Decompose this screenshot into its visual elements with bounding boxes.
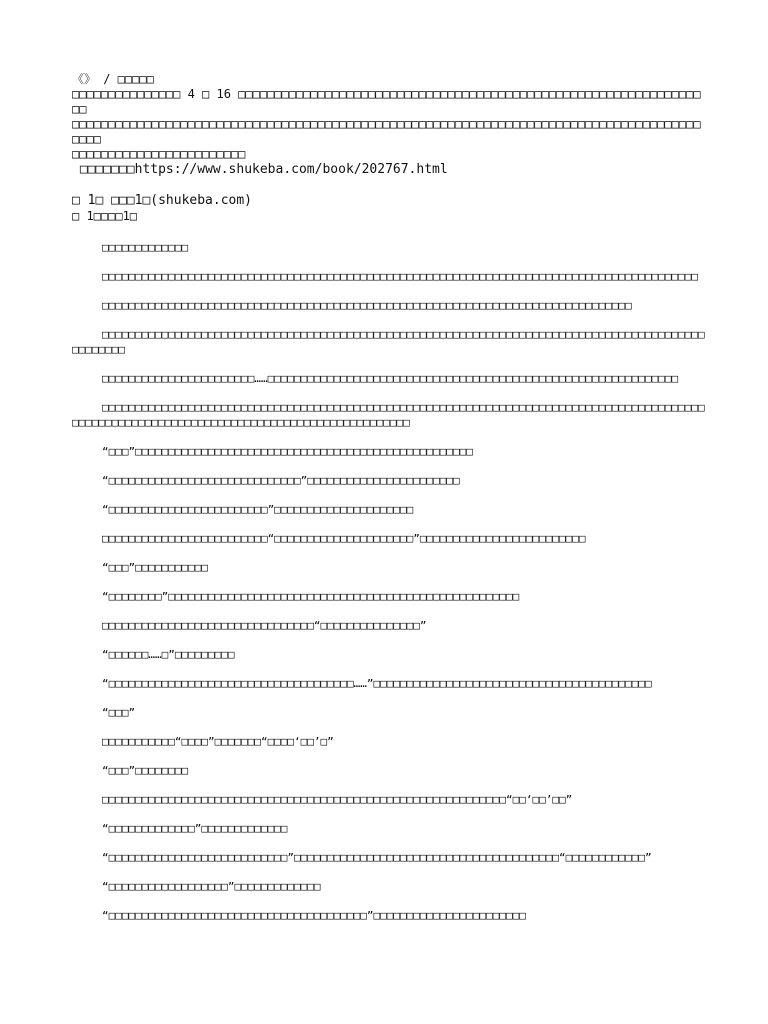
chapter-heading: □ 1□ □□□1□(shukeba.com) (72, 193, 253, 208)
paragraph: “□□□” (102, 706, 136, 719)
paragraph: □□□□□□□□□□□□□□□□□□□□□□□□□□□□□□□□□□□□□□□□□□□□□□□□□□□□□□□□□□□□□□□□□□□□□□□□□□□□□□□□□□□□□□□□□□□□□□□□□□□ (72, 328, 705, 356)
source-prefix: □□□□□□□ (72, 162, 135, 177)
paragraph: “□□□”□□□□□□□□ (102, 764, 189, 777)
paragraph: “□□□□□□□□□□□□□□□□□□□□□□□□□□□□□”□□□□□□□□□□□□□□□□□□□□□□□ (102, 474, 460, 487)
book-info-line: □□□□□□□□□□□□□□□□□□□□□□□□ (72, 147, 246, 161)
paragraph: □□□□□□□□□□□□□□□□□□□□□□□□□□□□□□□□□□□□□□□□□□□□□□□□□□□□□□□□□□□□□□□□□□□□□□□□□□□□□□□□ (102, 299, 632, 312)
chapter-body (72, 240, 706, 923)
source-link[interactable]: https://www.shukeba.com/book/202767.html (134, 162, 448, 177)
paragraph: □□□□□□□□□□□□□□□□□□□□□□□□□□□□□□□□□□□□□□□□□□□□□□□□□□□□□□□□□□□□□“□□‘□□’□□” (102, 793, 573, 806)
paragraph: “□□□□□□□□□□□□□”□□□□□□□□□□□□□ (102, 822, 288, 835)
paragraph: □□□□□□□□□□□□□□□□□□□□□□□□□□□□□□□□“□□□□□□□□□□□□□□□” (102, 619, 427, 632)
chapter-subheading: □ 1□□□□1□ (72, 209, 138, 223)
paragraph: “□□□□□□……□”□□□□□□□□□ (102, 648, 235, 661)
paragraph: □□□□□□□□□□□□□□□□□□□□□□□□□□□□□□□□□□□□□□□□□□□□□□□□□□□□□□□□□□□□□□□□□□□□□□□□□□□□□□□□□□□□□□□□□□ (102, 270, 699, 283)
paragraph: “□□□□□□□□□□□□□□□□□□□□□□□□”□□□□□□□□□□□□□□□□□□□□□ (102, 503, 414, 516)
paragraph: “□□□□□□□□□□□□□□□□□□□□□□□□□□□□□□□□□□□□□□□”□□□□□□□□□□□□□□□□□□□□□□□ (102, 909, 526, 922)
book-info-line: □□□□□□□□□□□□□□□□□□□□□□□□□□□□□□□□□□□□□□□□□□□□□□□□□□□□□□□□□□□□□□□□□□□□□□□□□□□□□□□□□□□□□□□□□□□ (72, 117, 701, 146)
paragraph: “□□□”□□□□□□□□□□□□□□□□□□□□□□□□□□□□□□□□□□□□□□□□□□□□□□□□□□□ (102, 445, 473, 458)
paragraph: □□□□□□□□□□□“□□□□”□□□□□□□“□□□□‘□□’□” (102, 735, 334, 748)
paragraph: □□□□□□□□□□□□□ (102, 241, 189, 254)
book-info-line: □□□□□□□□□□□□□□□ 4 □ 16 □□□□□□□□□□□□□□□□□□□□□□□□□□□□□□□□□□□□□□□□□□□□□□□□□□□□□□□□□□□□□□□□□□ (72, 87, 701, 116)
paragraph: □□□□□□□□□□□□□□□□□□□□□□□□□“□□□□□□□□□□□□□□□□□□□□□”□□□□□□□□□□□□□□□□□□□□□□□□□ (102, 532, 586, 545)
paragraph: □□□□□□□□□□□□□□□□□□□□□□□□□□□□□□□□□□□□□□□□□□□□□□□□□□□□□□□□□□□□□□□□□□□□□□□□□□□□□□□□□□□□□□□□□□□□□□□□□□□□□□□□□□□□□□□□□□□□□□□□□□□□□□□□□□□□□□□□□□□□□□ (72, 401, 705, 429)
paragraph: □□□□□□□□□□□□□□□□□□□□□□□……□□□□□□□□□□□□□□□□□□□□□□□□□□□□□□□□□□□□□□□□□□□□□□□□□□□□□□□□□□□□□□ (102, 372, 679, 385)
paragraph: “□□□□□□□□□□□□□□□□□□□□□□□□□□□”□□□□□□□□□□□□□□□□□□□□□□□□□□□□□□□□□□□□□□□□“□□□□□□□□□□□□” (102, 851, 652, 864)
document-page (72, 72, 706, 923)
paragraph: “□□□”□□□□□□□□□□□ (102, 561, 208, 574)
book-title-line: 《》 / □□□□□ (72, 72, 154, 86)
paragraph: “□□□□□□□□□□□□□□□□□□□□□□□□□□□□□□□□□□□□□……”□□□□□□□□□□□□□□□□□□□□□□□□□□□□□□□□□□□□□□□□□□ (102, 677, 652, 690)
spacer (72, 178, 706, 193)
paragraph: “□□□□□□□□□□□□□□□□□□”□□□□□□□□□□□□□ (102, 880, 321, 893)
paragraph: “□□□□□□□□”□□□□□□□□□□□□□□□□□□□□□□□□□□□□□□□□□□□□□□□□□□□□□□□□□□□□□ (102, 590, 520, 603)
source-line (72, 162, 706, 178)
